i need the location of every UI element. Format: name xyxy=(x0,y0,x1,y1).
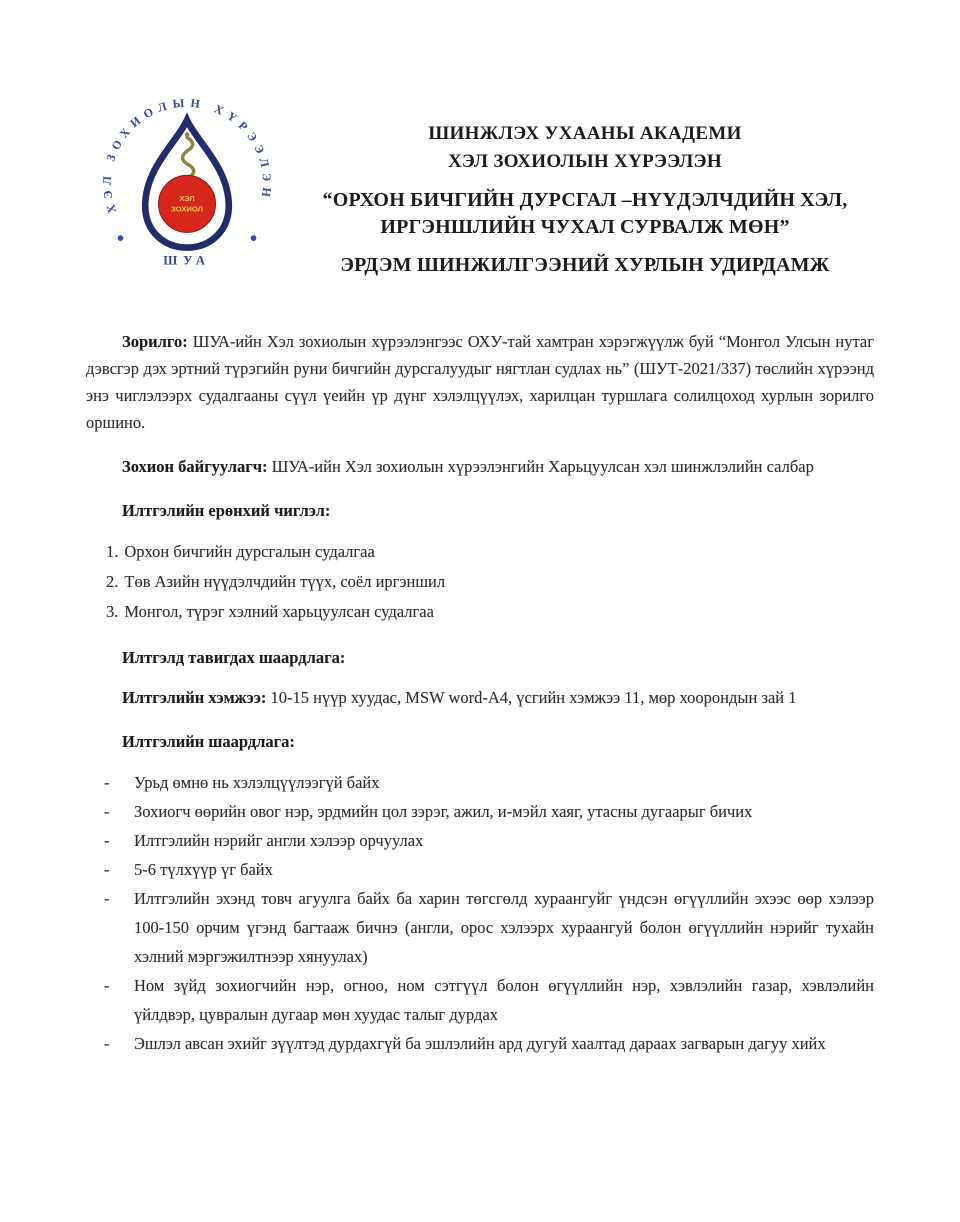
item-text: Монгол, түрэг хэлний харьцуулсан судалгаа xyxy=(124,602,434,621)
dash-marker: - xyxy=(104,831,110,850)
item-number: 2. xyxy=(106,572,119,591)
document-header xyxy=(0,0,960,292)
requirement-item xyxy=(104,884,874,971)
submission-requirements-heading: Илтгэлд тавигдах шаардлага: xyxy=(122,648,346,667)
general-directions-heading: Илтгэлийн ерөнхий чиглэл: xyxy=(122,501,331,520)
conference-title xyxy=(298,187,872,241)
requirement-item xyxy=(104,971,874,1029)
item-number: 1. xyxy=(106,542,119,561)
paper-size-label: Илтгэлийн хэмжээ: xyxy=(122,688,267,707)
dash-marker: - xyxy=(104,889,110,908)
organizer-label: Зохион байгуулагч: xyxy=(122,457,268,476)
org-name-line1: ШИНЖЛЭХ УХААНЫ АКАДЕМИ xyxy=(428,123,742,144)
requirement-item xyxy=(104,855,874,884)
logo-center-text-line1: ХЭЛ xyxy=(179,194,195,204)
requirement-text: Илтгэлийн эхэнд товч агуулга байх ба харин төгсгөлд хураангуйг үндсэн өгүүллийн эхээс өөр хэлээр 100-150 орчим үгэнд багтааж бичнэ (англи, орос хэлээрх хураангуй болон өгүүллийн нэрийг тухайн хэлний мэргэжилтнээр хянуулах) xyxy=(134,889,874,966)
dash-marker: - xyxy=(104,860,110,879)
dash-marker: - xyxy=(104,802,110,821)
dash-marker: - xyxy=(104,976,110,995)
direction-item xyxy=(106,537,874,567)
org-name-line2: ХЭЛ ЗОХИОЛЫН ХҮРЭЭЛЭН xyxy=(448,151,722,172)
directions-list xyxy=(106,537,874,627)
document-body xyxy=(86,328,874,1058)
requirement-item xyxy=(104,797,874,826)
institute-seal-logo xyxy=(92,88,282,278)
requirement-text: Урьд өмнө нь хэлэлцүүлээгүй байх xyxy=(134,773,380,792)
requirement-text: Илтгэлийн нэрийг англи хэлээр орчуулах xyxy=(134,831,424,850)
goal-label: Зорилго: xyxy=(122,332,188,351)
requirement-text: Эшлэл авсан эхийг зүүлтэд дурдахгүй ба эшлэлийн ард дугуй хаалтад дараах загварын дагуу хийх xyxy=(134,1034,826,1053)
logo-bottom-text: ШУА xyxy=(163,253,211,268)
conference-title-line2: ИРГЭНШЛИЙН ЧУХАЛ СУРВАЛЖ МӨН” xyxy=(380,216,790,238)
logo-left-dot-icon xyxy=(118,235,124,241)
requirement-item xyxy=(104,826,874,855)
direction-item xyxy=(106,567,874,597)
logo-right-dot-icon xyxy=(251,235,257,241)
logo-center-text-line2: ЗОХИОЛ xyxy=(171,204,203,214)
document-subtitle: ЭРДЭМ ШИНЖИЛГЭЭНИЙ ХУРЛЫН УДИРДАМЖ xyxy=(340,254,830,276)
goal-text: ШУА-ийн Хэл зохиолын хүрээлэнгээс ОХУ-тай хамтран хэрэгжүүлж буй “Монгол Улсын нутаг дэвсгэр дэх эртний түрэгийн руни бичгийн дурсгалуудыг нягтлан судлах нь” (ШУТ-2021/337) төслийн хүрээнд энэ чиглэлээрх судалгааны сүүл үеийн үр дүнг хэлэлцүүлэх, харилцан туршлага солилцоход хурлын зорилго оршино. xyxy=(86,332,875,432)
requirement-item xyxy=(104,768,874,797)
requirement-text: 5-6 түлхүүр үг байх xyxy=(134,860,273,879)
requirement-item xyxy=(104,1029,874,1058)
conference-title-line1: “ОРХОН БИЧГИЙН ДУРСГАЛ –НҮҮДЭЛЧДИЙН ХЭЛ, xyxy=(322,189,848,211)
institute-seal-icon xyxy=(92,88,282,278)
item-text: Төв Азийн нүүдэлчдийн түүх, соёл иргэншил xyxy=(124,572,446,591)
goal-paragraph xyxy=(86,328,874,436)
paper-size-paragraph xyxy=(86,684,874,711)
header-text-block xyxy=(298,120,872,277)
paper-requirements-heading: Илтгэлийн шаардлага: xyxy=(122,732,295,751)
dash-marker: - xyxy=(104,773,110,792)
logo-ring-text: ХЭЛ ЗОХИОЛЫН ХҮРЭЭЛЭН xyxy=(99,95,275,216)
organizer-text: ШУА-ийн Хэл зохиолын хүрээлэнгийн Харьцуулсан хэл шинжлэлийн салбар xyxy=(271,457,814,476)
organizer-paragraph xyxy=(86,453,874,480)
item-number: 3. xyxy=(106,602,119,621)
item-text: Орхон бичгийн дурсгалын судалгаа xyxy=(124,542,375,561)
requirement-text: Зохиогч өөрийн овог нэр, эрдмийн цол зэрэг, ажил, и-мэйл хаяг, утасны дугаарыг бичих xyxy=(134,802,753,821)
requirement-text: Ном зүйд зохиогчийн нэр, огноо, ном сэтгүүл болон өгүүллийн нэр, хэвлэлийн газар, хэвлэлийн үйлдвэр, цувралын дугаар мөн хуудас талыг дурдах xyxy=(134,976,874,1024)
direction-item xyxy=(106,597,874,627)
paper-size-text: 10-15 нүүр хуудас, MSW word-A4, үсгийн хэмжээ 11, мөр хоорондын зай 1 xyxy=(270,688,797,707)
paper-requirements-list xyxy=(104,768,874,1058)
dash-marker: - xyxy=(104,1034,110,1053)
